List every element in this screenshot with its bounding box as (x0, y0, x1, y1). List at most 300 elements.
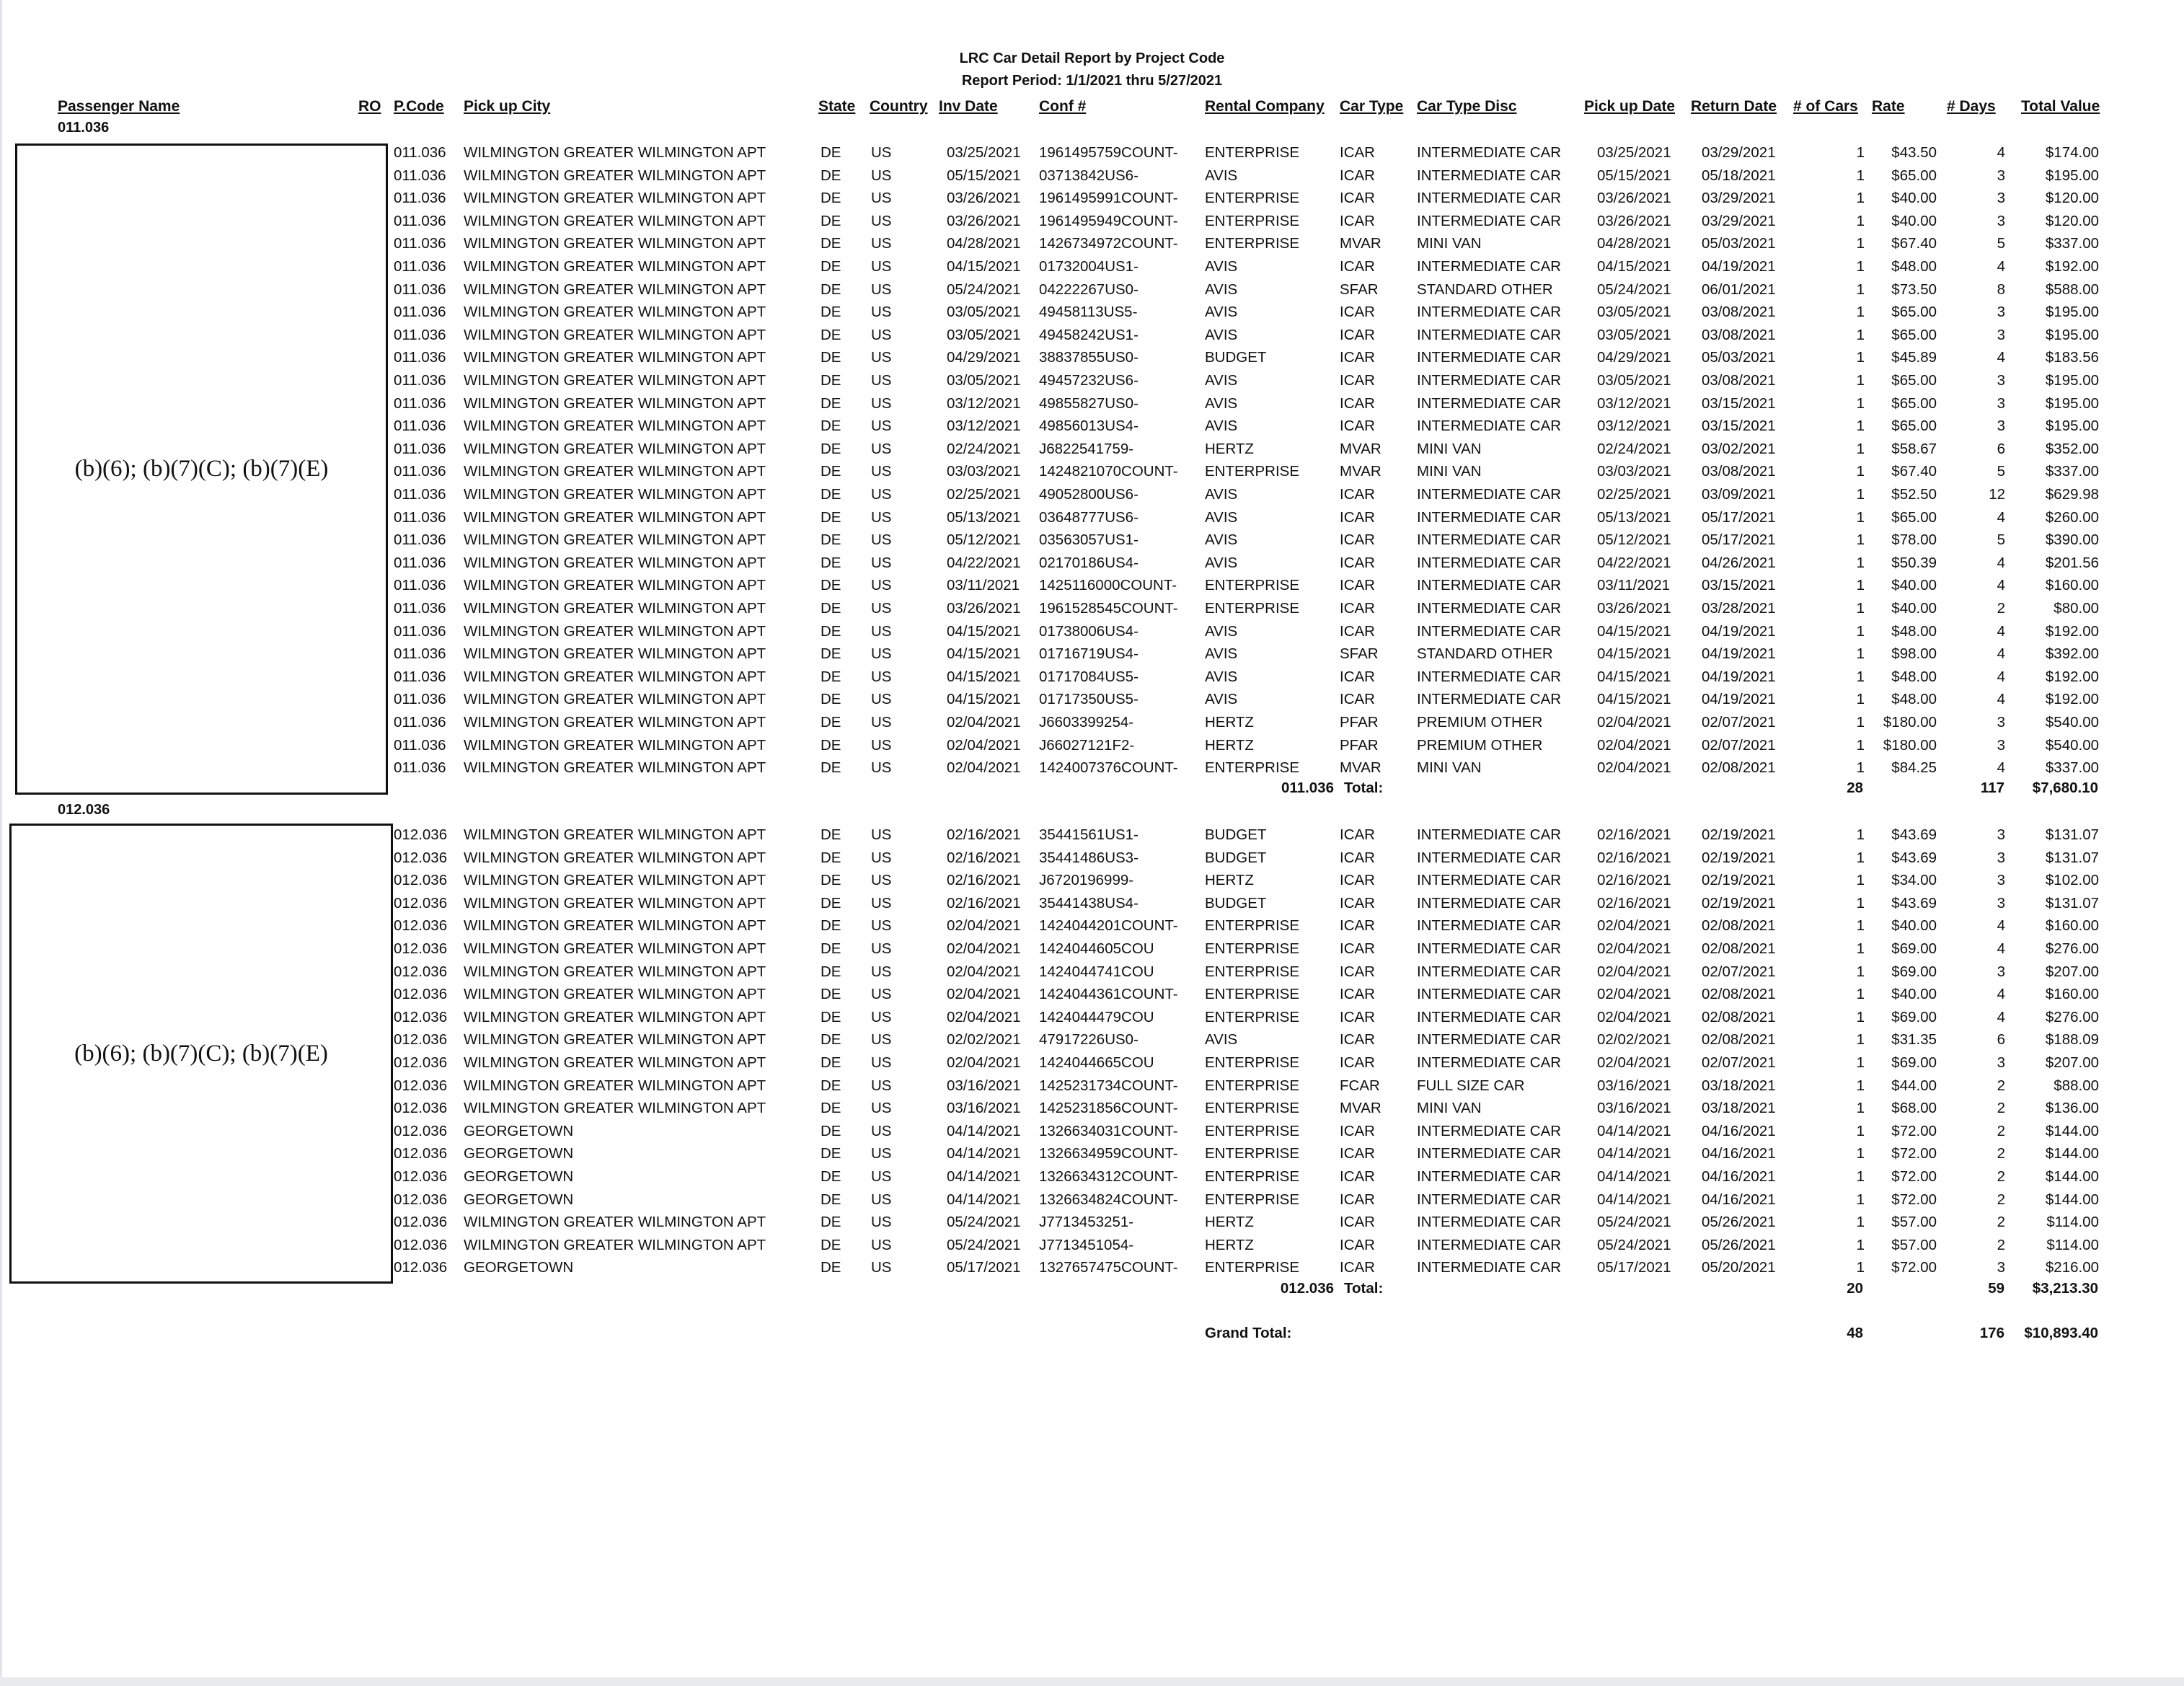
cell-conf: 35441561US1- (1039, 826, 1139, 843)
cell-days: 3 (1997, 304, 2005, 321)
cell-rental: HERTZ (1205, 1214, 1254, 1231)
cell-cdisc: INTERMEDIATE CAR (1417, 577, 1562, 594)
cell-conf: 35441486US3- (1039, 849, 1139, 866)
cell-rental: ENTERPRISE (1205, 1008, 1299, 1025)
grand-total-label: Grand Total: (1205, 1325, 1292, 1341)
cell-pcode: 011.036 (394, 554, 446, 571)
cell-rental: ENTERPRISE (1205, 986, 1299, 1003)
cell-inv: 02/16/2021 (947, 894, 1021, 912)
cell-city: WILMINGTON GREATER WILMINGTON APT (464, 577, 766, 594)
cell-ctype: PFAR (1340, 736, 1379, 754)
cell-pick: 02/04/2021 (1597, 736, 1671, 754)
cell-city: WILMINGTON GREATER WILMINGTON APT (464, 212, 766, 229)
table-row (0, 1165, 2184, 1188)
cell-conf: 49856013US4- (1039, 418, 1139, 435)
cell-ctype: MVAR (1340, 440, 1381, 457)
cell-rate: $40.00 (1891, 190, 1937, 207)
cell-total: $207.00 (2045, 963, 2099, 980)
cell-ctype: ICAR (1340, 1259, 1375, 1276)
cell-pcode: 012.036 (394, 1259, 448, 1276)
header-car-type: Car Type (1340, 98, 1404, 115)
cell-ctype: ICAR (1340, 486, 1375, 503)
cell-cars: 1 (1856, 668, 1865, 685)
report-period-label: Report Period: (961, 73, 1062, 89)
cell-ret: 03/02/2021 (1702, 440, 1776, 457)
cell-rate: $180.00 (1883, 714, 1937, 731)
cell-country: US (871, 645, 892, 663)
cell-rental: AVIS (1205, 554, 1238, 571)
cell-inv: 04/14/2021 (947, 1168, 1021, 1185)
cell-city: WILMINGTON GREATER WILMINGTON APT (464, 1100, 766, 1117)
cell-days: 3 (1997, 963, 2005, 980)
table-row (0, 301, 2184, 323)
cell-cars: 1 (1856, 645, 1865, 663)
cell-state: DE (821, 281, 841, 298)
header-pcode: P.Code (394, 98, 444, 115)
cell-city: GEORGETOWN (464, 1191, 574, 1208)
cell-total: $131.07 (2045, 894, 2099, 912)
cell-rate: $57.00 (1891, 1214, 1937, 1231)
cell-ctype: ICAR (1340, 849, 1375, 866)
cell-days: 2 (1997, 1145, 2005, 1162)
cell-ret: 05/17/2021 (1702, 531, 1776, 549)
group-code-label: 011.036 (58, 120, 110, 136)
cell-city: WILMINGTON GREATER WILMINGTON APT (464, 826, 766, 843)
cell-cars: 1 (1856, 394, 1865, 412)
cell-ctype: ICAR (1340, 963, 1375, 980)
cell-total: $195.00 (2045, 418, 2099, 435)
table-row (0, 324, 2184, 346)
cell-pcode: 011.036 (394, 622, 446, 640)
table-row (0, 688, 2184, 710)
cell-ctype: ICAR (1340, 872, 1375, 889)
cell-conf: 1424821070COUNT- (1039, 463, 1178, 480)
cell-pcode: 012.036 (394, 849, 448, 866)
cell-cars: 1 (1856, 622, 1865, 640)
cell-cdisc: INTERMEDIATE CAR (1417, 304, 1562, 321)
cell-conf: 1424044361COUNT- (1039, 986, 1178, 1003)
cell-total: $160.00 (2045, 577, 2099, 594)
cell-inv: 03/12/2021 (947, 418, 1021, 435)
table-row (0, 529, 2184, 551)
header-num-days: # Days (1947, 98, 1996, 115)
cell-rental: AVIS (1205, 304, 1238, 321)
cell-country: US (871, 714, 892, 731)
cell-rate: $31.35 (1891, 1031, 1937, 1049)
cell-rate: $48.00 (1891, 668, 1937, 685)
cell-cdisc: INTERMEDIATE CAR (1417, 258, 1562, 275)
cell-cdisc: MINI VAN (1417, 440, 1482, 457)
cell-pick: 05/12/2021 (1597, 531, 1671, 549)
cell-state: DE (821, 167, 841, 184)
cell-rental: HERTZ (1205, 736, 1254, 754)
cell-cars: 1 (1856, 917, 1865, 935)
cell-inv: 04/28/2021 (947, 235, 1021, 252)
cell-pick: 02/16/2021 (1597, 849, 1671, 866)
cell-conf: 03713842US6- (1039, 167, 1139, 184)
cell-pcode: 012.036 (394, 1168, 448, 1185)
cell-cars: 1 (1856, 281, 1865, 298)
cell-cdisc: INTERMEDIATE CAR (1417, 1236, 1562, 1253)
cell-ctype: ICAR (1340, 826, 1375, 843)
cell-inv: 02/25/2021 (947, 486, 1021, 503)
cell-country: US (871, 486, 892, 503)
cell-pick: 04/15/2021 (1597, 668, 1671, 685)
cell-city: WILMINGTON GREATER WILMINGTON APT (464, 622, 766, 640)
cell-inv: 04/15/2021 (947, 622, 1021, 640)
cell-conf: 1961495949COUNT- (1039, 212, 1178, 229)
cell-pcode: 012.036 (394, 1191, 448, 1208)
cell-inv: 05/24/2021 (947, 1236, 1021, 1253)
cell-days: 3 (1997, 326, 2005, 343)
cell-conf: J7713453251- (1039, 1214, 1134, 1231)
cell-state: DE (821, 531, 841, 549)
cell-rental: AVIS (1205, 418, 1238, 435)
cell-days: 4 (1997, 645, 2005, 663)
cell-ret: 06/01/2021 (1702, 281, 1776, 298)
cell-ret: 03/18/2021 (1702, 1077, 1776, 1094)
cell-ret: 04/19/2021 (1702, 645, 1776, 663)
table-row (0, 141, 2184, 164)
header-total-value: Total Value (2021, 98, 2100, 115)
cell-ret: 05/20/2021 (1702, 1259, 1776, 1276)
header-ro: RO (358, 98, 381, 115)
cell-inv: 03/26/2021 (947, 212, 1021, 229)
cell-cdisc: PREMIUM OTHER (1417, 736, 1543, 754)
cell-inv: 04/15/2021 (947, 258, 1021, 275)
group-total-value: $7,680.10 (2032, 780, 2098, 796)
cell-country: US (871, 1031, 892, 1049)
cell-cars: 1 (1856, 1054, 1865, 1071)
cell-rental: ENTERPRISE (1205, 212, 1299, 229)
cell-days: 4 (1997, 1008, 2005, 1025)
cell-cdisc: INTERMEDIATE CAR (1417, 418, 1562, 435)
table-row (0, 983, 2184, 1005)
cell-cars: 1 (1856, 940, 1865, 957)
table-row (0, 734, 2184, 756)
cell-city: WILMINGTON GREATER WILMINGTON APT (464, 736, 766, 754)
cell-inv: 02/04/2021 (947, 986, 1021, 1003)
table-row (0, 937, 2184, 960)
cell-ret: 02/08/2021 (1702, 759, 1776, 777)
cell-days: 6 (1997, 440, 2005, 457)
cell-cars: 1 (1856, 508, 1865, 526)
cell-city: WILMINGTON GREATER WILMINGTON APT (464, 1236, 766, 1253)
cell-ret: 02/19/2021 (1702, 872, 1776, 889)
cell-pick: 03/11/2021 (1597, 577, 1671, 594)
cell-cars: 1 (1856, 1031, 1865, 1049)
cell-cars: 1 (1856, 304, 1865, 321)
cell-cdisc: INTERMEDIATE CAR (1417, 1259, 1562, 1276)
cell-rental: AVIS (1205, 691, 1238, 708)
cell-cars: 1 (1856, 212, 1865, 229)
cell-days: 2 (1997, 1122, 2005, 1139)
cell-total: $392.00 (2045, 645, 2099, 663)
cell-ret: 02/19/2021 (1702, 894, 1776, 912)
cell-city: WILMINGTON GREATER WILMINGTON APT (464, 714, 766, 731)
cell-ctype: ICAR (1340, 190, 1375, 207)
cell-city: WILMINGTON GREATER WILMINGTON APT (464, 600, 766, 617)
cell-pcode: 011.036 (394, 349, 446, 366)
cell-cdisc: INTERMEDIATE CAR (1417, 486, 1562, 503)
cell-total: $136.00 (2045, 1100, 2099, 1117)
cell-country: US (871, 418, 892, 435)
cell-state: DE (821, 691, 841, 708)
cell-pcode: 011.036 (394, 440, 446, 457)
cell-conf: J7713451054- (1039, 1236, 1134, 1253)
cell-ret: 05/18/2021 (1702, 167, 1776, 184)
cell-ret: 02/08/2021 (1702, 1031, 1776, 1049)
cell-state: DE (821, 1100, 841, 1117)
table-row (0, 666, 2184, 688)
header-num-cars: # of Cars (1793, 98, 1858, 115)
cell-ctype: ICAR (1340, 622, 1375, 640)
cell-state: DE (821, 463, 841, 480)
cell-cars: 1 (1856, 1236, 1865, 1253)
cell-total: $192.00 (2045, 622, 2099, 640)
cell-inv: 03/16/2021 (947, 1077, 1021, 1094)
cell-pick: 04/15/2021 (1597, 691, 1671, 708)
cell-rate: $69.00 (1891, 940, 1937, 957)
cell-pick: 04/15/2021 (1597, 622, 1671, 640)
cell-rental: ENTERPRISE (1205, 600, 1299, 617)
cell-rental: AVIS (1205, 281, 1238, 298)
cell-total: $188.09 (2045, 1031, 2099, 1049)
cell-pick: 04/14/2021 (1597, 1191, 1671, 1208)
cell-ret: 03/09/2021 (1702, 486, 1776, 503)
cell-cars: 1 (1856, 849, 1865, 866)
cell-pcode: 011.036 (394, 372, 446, 389)
cell-city: GEORGETOWN (464, 1145, 574, 1162)
header-car-type-disc: Car Type Disc (1417, 98, 1517, 115)
cell-country: US (871, 668, 892, 685)
cell-ctype: ICAR (1340, 940, 1375, 957)
cell-days: 3 (1997, 212, 2005, 229)
cell-ctype: PFAR (1340, 714, 1379, 731)
cell-city: WILMINGTON GREATER WILMINGTON APT (464, 463, 766, 480)
cell-pcode: 012.036 (394, 940, 448, 957)
cell-cdisc: INTERMEDIATE CAR (1417, 212, 1562, 229)
cell-state: DE (821, 622, 841, 640)
cell-pick: 04/22/2021 (1597, 554, 1671, 571)
table-row (0, 483, 2184, 506)
cell-ctype: SFAR (1340, 645, 1379, 663)
cell-pcode: 012.036 (394, 986, 448, 1003)
cell-state: DE (821, 849, 841, 866)
table-row (0, 1006, 2184, 1028)
cell-rental: HERTZ (1205, 714, 1254, 731)
cell-days: 12 (1989, 486, 2005, 503)
cell-cdisc: INTERMEDIATE CAR (1417, 554, 1562, 571)
cell-ctype: ICAR (1340, 349, 1375, 366)
cell-pick: 02/04/2021 (1597, 714, 1671, 731)
cell-ctype: FCAR (1340, 1077, 1380, 1094)
cell-rental: ENTERPRISE (1205, 190, 1299, 207)
cell-days: 3 (1997, 372, 2005, 389)
cell-cdisc: INTERMEDIATE CAR (1417, 167, 1562, 184)
cell-country: US (871, 281, 892, 298)
cell-days: 3 (1997, 1054, 2005, 1071)
cell-rental: ENTERPRISE (1205, 1077, 1299, 1094)
cell-days: 2 (1997, 600, 2005, 617)
cell-cdisc: INTERMEDIATE CAR (1417, 894, 1562, 912)
group-total-value: $3,213.30 (2032, 1280, 2098, 1297)
cell-city: WILMINGTON GREATER WILMINGTON APT (464, 917, 766, 935)
cell-rate: $65.00 (1891, 167, 1937, 184)
cell-ctype: ICAR (1340, 508, 1375, 526)
cell-city: WILMINGTON GREATER WILMINGTON APT (464, 1077, 766, 1094)
cell-days: 4 (1997, 940, 2005, 957)
grand-total-cars: 48 (1847, 1325, 1863, 1341)
cell-conf: 01716719US4- (1039, 645, 1139, 663)
cell-total: $195.00 (2045, 326, 2099, 343)
cell-inv: 02/16/2021 (947, 826, 1021, 843)
cell-conf: 49052800US6- (1039, 486, 1139, 503)
cell-total: $131.07 (2045, 826, 2099, 843)
cell-days: 3 (1997, 714, 2005, 731)
cell-days: 3 (1997, 167, 2005, 184)
table-row (0, 914, 2184, 937)
cell-pcode: 011.036 (394, 281, 446, 298)
cell-pick: 04/29/2021 (1597, 349, 1671, 366)
cell-inv: 02/02/2021 (947, 1031, 1021, 1049)
table-row (0, 1097, 2184, 1119)
cell-total: $183.56 (2045, 349, 2099, 366)
cell-country: US (871, 963, 892, 980)
cell-rental: ENTERPRISE (1205, 1191, 1299, 1208)
cell-cars: 1 (1856, 1168, 1865, 1185)
cell-ctype: ICAR (1340, 258, 1375, 275)
cell-days: 3 (1997, 736, 2005, 754)
cell-days: 3 (1997, 894, 2005, 912)
cell-cars: 1 (1856, 577, 1865, 594)
table-row (0, 460, 2184, 482)
cell-conf: 1326634031COUNT- (1039, 1122, 1178, 1139)
cell-pick: 03/26/2021 (1597, 190, 1671, 207)
cell-pick: 03/12/2021 (1597, 418, 1671, 435)
cell-inv: 02/16/2021 (947, 872, 1021, 889)
cell-cdisc: INTERMEDIATE CAR (1417, 600, 1562, 617)
table-row (0, 255, 2184, 278)
cell-rental: ENTERPRISE (1205, 963, 1299, 980)
cell-days: 5 (1997, 463, 2005, 480)
redaction-box: (b)(6); (b)(7)(C); (b)(7)(E) (9, 824, 393, 1284)
cell-inv: 02/04/2021 (947, 1008, 1021, 1025)
cell-total: $80.00 (2053, 600, 2099, 617)
cell-total: $144.00 (2045, 1191, 2099, 1208)
cell-ret: 03/15/2021 (1702, 394, 1776, 412)
cell-ret: 02/07/2021 (1702, 1054, 1776, 1071)
cell-pick: 03/26/2021 (1597, 212, 1671, 229)
cell-country: US (871, 759, 892, 777)
cell-country: US (871, 463, 892, 480)
cell-cars: 1 (1856, 759, 1865, 777)
cell-total: $160.00 (2045, 986, 2099, 1003)
cell-state: DE (821, 917, 841, 935)
cell-cars: 1 (1856, 963, 1865, 980)
cell-total: $276.00 (2045, 940, 2099, 957)
cell-country: US (871, 826, 892, 843)
cell-state: DE (821, 1214, 841, 1231)
table-row (0, 597, 2184, 619)
cell-pick: 03/12/2021 (1597, 394, 1671, 412)
cell-ctype: ICAR (1340, 1191, 1375, 1208)
table-row (0, 574, 2184, 596)
cell-rate: $52.50 (1891, 486, 1937, 503)
cell-pick: 05/15/2021 (1597, 167, 1671, 184)
cell-total: $588.00 (2045, 281, 2099, 298)
cell-days: 2 (1997, 1214, 2005, 1231)
cell-country: US (871, 600, 892, 617)
cell-city: WILMINGTON GREATER WILMINGTON APT (464, 963, 766, 980)
cell-rental: HERTZ (1205, 440, 1254, 457)
cell-pick: 02/04/2021 (1597, 759, 1671, 777)
page-bottom-bar (0, 1677, 2184, 1686)
cell-country: US (871, 235, 892, 252)
cell-pcode: 011.036 (394, 736, 446, 754)
cell-cdisc: INTERMEDIATE CAR (1417, 1031, 1562, 1049)
cell-state: DE (821, 1054, 841, 1071)
cell-cars: 1 (1856, 372, 1865, 389)
group-total-cars: 28 (1847, 780, 1863, 796)
cell-pick: 04/14/2021 (1597, 1122, 1671, 1139)
cell-ret: 02/07/2021 (1702, 963, 1776, 980)
cell-ret: 02/07/2021 (1702, 736, 1776, 754)
cell-conf: 1424044479COU (1039, 1008, 1154, 1025)
cell-conf: 1424044605COU (1039, 940, 1154, 957)
cell-days: 4 (1997, 622, 2005, 640)
cell-total: $144.00 (2045, 1145, 2099, 1162)
cell-ctype: ICAR (1340, 1054, 1375, 1071)
cell-rate: $43.69 (1891, 826, 1937, 843)
cell-pick: 02/04/2021 (1597, 917, 1671, 935)
cell-ret: 04/26/2021 (1702, 554, 1776, 571)
cell-inv: 05/24/2021 (947, 1214, 1021, 1231)
cell-days: 5 (1997, 235, 2005, 252)
cell-inv: 05/12/2021 (947, 531, 1021, 549)
cell-cars: 1 (1856, 986, 1865, 1003)
cell-country: US (871, 577, 892, 594)
cell-state: DE (821, 1191, 841, 1208)
cell-rental: ENTERPRISE (1205, 1259, 1299, 1276)
table-row (0, 756, 2184, 779)
cell-cars: 1 (1856, 349, 1865, 366)
cell-rental: ENTERPRISE (1205, 759, 1299, 777)
cell-rate: $57.00 (1891, 1236, 1937, 1253)
cell-rate: $73.50 (1891, 281, 1937, 298)
cell-inv: 04/14/2021 (947, 1122, 1021, 1139)
cell-pcode: 012.036 (394, 872, 448, 889)
cell-rate: $180.00 (1883, 736, 1937, 754)
cell-cars: 1 (1856, 894, 1865, 912)
cell-ctype: ICAR (1340, 1236, 1375, 1253)
cell-city: WILMINGTON GREATER WILMINGTON APT (464, 258, 766, 275)
cell-rental: ENTERPRISE (1205, 1100, 1299, 1117)
cell-rate: $72.00 (1891, 1122, 1937, 1139)
cell-total: $276.00 (2045, 1008, 2099, 1025)
cell-ctype: MVAR (1340, 759, 1381, 777)
table-row (0, 961, 2184, 983)
cell-pcode: 011.036 (394, 600, 446, 617)
header-state: State (818, 98, 856, 115)
cell-pick: 04/14/2021 (1597, 1168, 1671, 1185)
cell-cdisc: INTERMEDIATE CAR (1417, 508, 1562, 526)
cell-total: $131.07 (2045, 849, 2099, 866)
cell-cdisc: INTERMEDIATE CAR (1417, 1054, 1562, 1071)
cell-pick: 03/05/2021 (1597, 326, 1671, 343)
cell-conf: 1961495759COUNT- (1039, 144, 1178, 161)
cell-pcode: 011.036 (394, 418, 446, 435)
